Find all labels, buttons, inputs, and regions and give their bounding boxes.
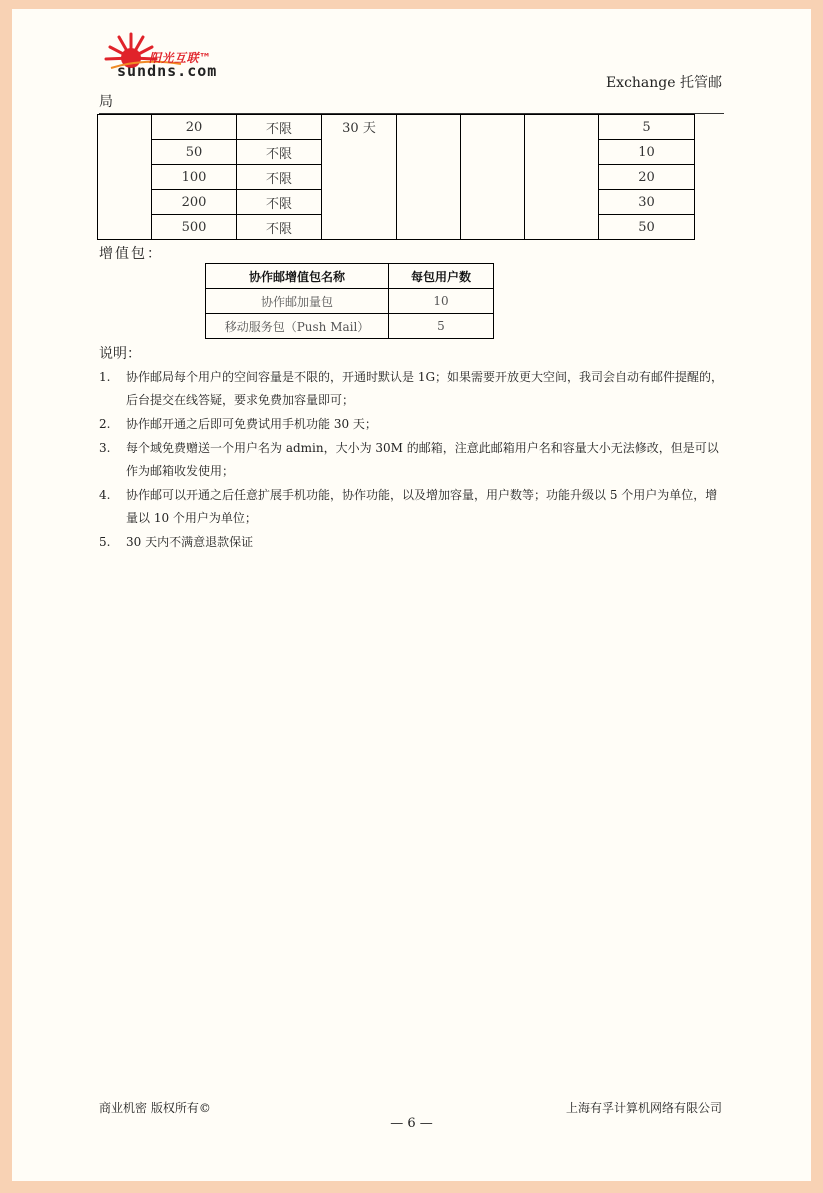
table-cell: 协作邮加量包 xyxy=(206,289,389,314)
addon-table xyxy=(205,263,494,339)
addon-label: 增值包： xyxy=(99,246,163,262)
table-cell: 30 天 xyxy=(322,115,397,240)
list-number: 3. xyxy=(99,441,111,455)
table-row xyxy=(98,115,695,140)
table-cell: 不限 xyxy=(237,165,322,190)
table-cell: 20 xyxy=(599,165,695,190)
table-cell xyxy=(461,115,525,240)
table-cell: 5 xyxy=(389,314,494,339)
pricing-table xyxy=(97,114,695,240)
table-cell: 不限 xyxy=(237,140,322,165)
list-number: 5. xyxy=(99,535,111,549)
column-header: 协作邮增值包名称 xyxy=(206,264,389,289)
brand-name-en: sundns.com xyxy=(117,62,218,80)
footer-copyright: 商业机密 版权所有© xyxy=(99,1101,211,1115)
table-cell: 50 xyxy=(599,215,695,240)
list-item xyxy=(99,413,724,436)
table-cell xyxy=(98,115,152,240)
table-cell: 不限 xyxy=(237,190,322,215)
table-cell: 100 xyxy=(152,165,237,190)
table-cell: 5 xyxy=(599,115,695,140)
table-cell xyxy=(525,115,599,240)
list-item xyxy=(99,366,724,412)
list-text: 协作邮开通之后即可免费试用手机功能 30 天； xyxy=(126,417,377,431)
list-item xyxy=(99,484,724,530)
table-cell: 10 xyxy=(599,140,695,165)
list-text: 每个域免费赠送一个用户名为 admin，大小为 30M 的邮箱，注意此邮箱用户名和容量大小无法修改，但是可以作为邮箱收发使用； xyxy=(126,441,719,478)
footer-company: 上海有孚计算机网络有限公司 xyxy=(565,1101,722,1115)
list-text: 协作邮可以开通之后任意扩展手机功能，协作功能，以及增加容量，用户数等；功能升级以 5 个用户为单位，增量以 10 个用户为单位； xyxy=(126,488,718,525)
list-number: 4. xyxy=(99,488,111,502)
table-header-row xyxy=(206,264,494,289)
table-cell: 200 xyxy=(152,190,237,215)
list-number: 2. xyxy=(99,417,111,431)
doc-title-continuation: 局 xyxy=(99,94,113,110)
list-item xyxy=(99,531,724,554)
brand-name-cn: 阳光互联™ xyxy=(149,51,212,65)
table-cell: 10 xyxy=(389,289,494,314)
table-cell xyxy=(397,115,461,240)
notes-list xyxy=(99,366,724,555)
list-text: 30 天内不满意退款保证 xyxy=(126,535,254,549)
column-header: 每包用户数 xyxy=(389,264,494,289)
list-text: 协作邮局每个用户的空间容量是不限的，开通时默认是 1G；如果需要开放更大空间，我司会自动有邮件提醒的，后台提交在线答疑，要求免费加容量即可； xyxy=(126,370,724,407)
list-item xyxy=(99,437,724,483)
table-cell: 50 xyxy=(152,140,237,165)
sundns-logo xyxy=(103,28,253,84)
table-cell: 不限 xyxy=(237,115,322,140)
table-cell: 500 xyxy=(152,215,237,240)
table-cell: 30 xyxy=(599,190,695,215)
table-cell: 不限 xyxy=(237,215,322,240)
doc-title: Exchange 托管邮 xyxy=(605,75,722,91)
list-number: 1. xyxy=(99,370,111,384)
table-cell: 移动服务包（Push Mail） xyxy=(206,314,389,339)
page-number: — 6 — xyxy=(390,1116,433,1131)
notes-title: 说明： xyxy=(99,346,141,362)
table-cell: 20 xyxy=(152,115,237,140)
table-row xyxy=(206,289,494,314)
table-row xyxy=(206,314,494,339)
